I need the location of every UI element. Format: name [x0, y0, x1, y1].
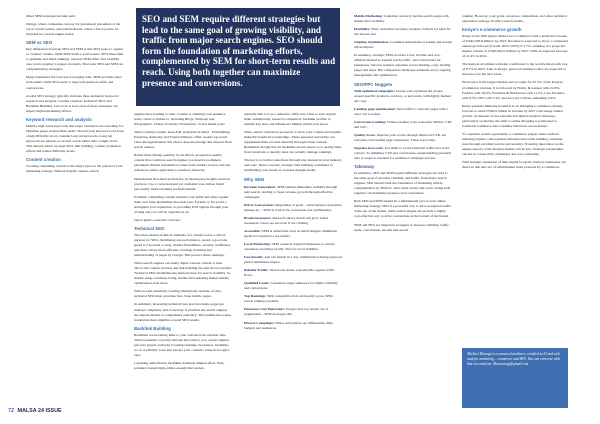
paragraph: Then connect with those prospects to show your content and explain mutually beneficial partnerships. These personal outreaches can supplement links accrued naturally through robust content. Remember though that all backlinks are not equal. Low quality links from irrelevant or sketchy sites can actually damage rankings.	[244, 130, 342, 155]
list-item-term: Reliable Traffic:	[244, 268, 269, 273]
list-item-text: Mixes Ad formats can differentiate daily budgets and audiences.	[244, 320, 334, 330]
paragraph: The key is to build connections through true interest in your industry and topic. Done correctly, strategic link building contributes to establishing your brand as a trusted thought leader.	[244, 158, 342, 173]
paragraph: ranking. However, your goals, resources, competition, and other technical experience strategy all affect search results.	[462, 14, 567, 24]
list-item-text: Improve your scores through improved CTR, Ad relevance and landing page experience. These boost rank.	[354, 132, 447, 142]
paragraph: When search engines can easily digest website content, it then allows the content creation and link building become more powerful. Technical SEO establishes the infrastructure for search visibility. So mobile usage continues rising, mobile-first indexing makes mobile optimisation even more.	[134, 261, 232, 286]
list-item-text: Utilise tracking tools to monitor ROAS, CTR and CPC.	[354, 119, 452, 129]
benefit-list	[354, 14, 452, 50]
column-2	[134, 112, 232, 374]
heading-sem-vs-seo: SEM vs SEO	[26, 40, 53, 46]
list-item-term: Landing page optimisation:	[354, 106, 396, 111]
list-item-text: With competitive bids and quality score, SEM boosts ranking potential.	[244, 294, 333, 304]
list-item	[244, 185, 342, 200]
list-item	[354, 27, 452, 37]
list-item	[354, 133, 452, 143]
page-footer	[8, 408, 62, 414]
list-item	[244, 216, 342, 226]
list-item-text: SEM connects regional businesses to nearby customers searching locally. Vital for local visibility.	[244, 241, 335, 251]
paragraph: A solid SEO strategy typically includes three elements: Keyword research and analysis; Content creation; Technical SEO; and Backlink Building. Let's look at how each of these strategies can impact digital marketing efforts.	[26, 93, 119, 113]
paragraph: With strategic expansion of their digital footprint, Kenyan businesses can thrive in this new era of omnichannel retail powered by e-commerce.	[462, 160, 567, 170]
list-item	[244, 268, 342, 278]
list-item	[244, 307, 342, 317]
list-item-term: Quality Score:	[354, 132, 376, 137]
list-item	[244, 203, 342, 213]
list-item-text: Continual performance tracking and tweaks drives impact.	[354, 40, 452, 50]
list-item-term: Well-optimised campaigns:	[354, 88, 396, 93]
paragraph: Many businesses find success leveraging both. SEM provides short-term results while SEO leads to long-term gains in traffic and conversions.	[26, 75, 123, 90]
list-item-term: Negative keywords:	[354, 145, 384, 150]
paragraph: The Kenyan eCommerce market contributed to the worldwide growth rate of 8.7% in 2023. Like in Kenya, global eCommerce sales are expected to increase over the next years.	[462, 62, 568, 77]
paragraph: Other SEM strategies include paid	[26, 14, 75, 18]
heading-takeaway: Takeaway	[354, 164, 375, 170]
list-item	[244, 321, 342, 331]
list-item-term: Revenue Generation:	[244, 184, 277, 189]
list-item-text: Capitalise on heavy mobile search usage with mobile-first visibility.	[354, 14, 449, 24]
paragraph: Capturing authoritative backlinks demands diligent effort. Pure, polished content high-calibre enough that readers	[134, 360, 225, 370]
list-item-term: Ongoing Optimisation:	[354, 40, 389, 45]
paragraph: When creating content, keep EAT principles in mind – Establishing Expertise, Authority and Trustworthiness. Offer readers top-notch value through material that shows deep knowledge and answers their search queries.	[134, 130, 232, 150]
list-item-text: Search ads ensure reproducible organic traffic flows.	[244, 268, 335, 278]
paragraph: Kenya is the fifth largest market for e-commerce with a predicted revenue of US$2,200.8 million by 2025. Revenue is expected to show a compound annual growth rate (CAGR 2023–2025) of 3.7%, resulting in a projected market volume of US$2,602.6 million by 2027. With an expected increase of 21.4% in 2021.	[462, 34, 568, 59]
author-bio-box: Michael Mwangi is a seasoned marketer, certified in AI and web analytic marketing – commerce and SEO. You can converse with him via email on: Mwmwangi@gmail.com	[462, 348, 568, 408]
issue-label: 24 ISSUE	[37, 408, 62, 414]
paragraph: Polished, compelling content markets your skills and earns organic links over time. Remember that each post, Fortnite or fix you're a strengthen your reputation, so providing EAT signals through your writing and you will be regarded as an	[134, 194, 229, 214]
paragraph: listings, where companies can pay for guaranteed placement at the top of search results, and paid inclusion, where a fee is paid to be included in a search engine index.	[26, 22, 121, 37]
list-item	[354, 14, 452, 24]
column-4	[354, 14, 452, 236]
paragraph: Kenya presents immense potential as an emerging e-commerce market, forecast to reach US$2.9 billion in revenue by 2027 with steady annual growth. As internet access expands and digital adoption increases, particularly on mobile, the shift to online shopping is positioned to transform commerce and consumer behaviour across Kenya.	[462, 103, 564, 128]
paragraph: Backlinks are incoming links to your website from external sites. When reputable, topically relevant sites link to you, search engines perceive greater authority boosting rankings. In essence, backlinks act as credibility votes that elevate your content's value in Google's eyes.	[134, 332, 230, 357]
column-3	[244, 112, 342, 334]
nuggets-list	[354, 89, 452, 162]
list-item-text: Use them to avoid irrelevant traffic that won't convert. To minimise CTR and conversions, understanding precisely who to target is essential for optimised campaign success.	[354, 145, 452, 161]
list-item-text: SEM enables immediate visibility through paid search, leading to faster revenue growth through effective campaigns.	[244, 184, 338, 199]
list-item-text: Fully customise locations, budgets, formats for ideal fit. Set-and-set test.	[354, 27, 451, 37]
paragraph: engines have nothing to rank. Content is anything your audience reads, views or listens to, including Blogs, Webpage text, Infographics, Videos, Podcasts, Newsletters, Social media posts.	[134, 112, 226, 127]
list-item-term: Conversion tracking:	[354, 119, 387, 124]
list-item-term: Flexibility:	[354, 27, 371, 32]
paragraph: Creating compelling content is the major piece in the puzzle of your marketing strategy. Without helpful content, search	[26, 164, 123, 174]
paragraph: Both SEO and SEM should be a fundamental part of your online marketing strategy. SEO is a powerful way to drive evergreen traffic at the top of the funnel, while search engine ads provide a highly cost-effective way to drive conversions at the bottom of the funnel.	[354, 199, 452, 219]
list-item-term: Brand Awareness:	[244, 215, 272, 220]
heading-backlink-building: Backlink Building	[134, 325, 171, 331]
list-item	[354, 89, 452, 104]
list-item-term: Diverse Campaigns:	[244, 320, 275, 325]
paragraph: Electronics is the largest market and accounts for 25.3% of the Kenyan eCommerce revenue. It is followed by Hobby & Leisure with 22.8%, Fashion with 18.4%, Furniture & Homeware with 11.2%, Care Products with 8.3%, DIY with 7.4%, and Grocery with the remaining 6.6%.	[462, 80, 565, 100]
list-item-text: Customers target audiences for higher visibility and conversions.	[244, 281, 338, 291]
paragraph: To capitalise on this opportunity, e-commerce players must confront enduring logistics and payment infrastructure while building consumer trust through excellent service and security. Fostering innovation on the unique aspects of the Kenyan market will be key. Strategic partnerships can aid in connectivity challenges and cost constraints.	[462, 131, 564, 157]
paragraph: Rather than chasing quantity, focus efforts on superior-quality content that convinces search engines you deserve prominent placement. Return information comes from reliable sources and site references where applicable to reinforce authority.	[134, 153, 231, 173]
list-item	[244, 229, 342, 239]
list-item	[354, 120, 452, 130]
list-item-text: Send traffic to relevant pages with a clear call to action.	[354, 106, 448, 116]
list-item	[354, 40, 452, 50]
paragraph: Key differences between SEO and SEM is that SEO looks to organic or "natural" results, while SEM leads to paid results. SEO takes time to optimise and build rankings, whereas SEM offers fast visibility once you're paying to appear in results. That said, SEO and SEM are complementary strategies.	[26, 47, 124, 72]
paragraph: Identify high-value keywords that target customers are searching for. Optimise pages around these terms. Should your keyword word have a high difficulty level, consider long tail keywords. Long tail keywords are phrases or several words rather than a single word. This should reduce on-page SEO, link building, content promotion efforts and reduce difficulty levels.	[26, 123, 124, 153]
list-item	[244, 281, 342, 291]
list-item-text: Create well-organised Ad groups around specific products, services, or keywords, with tightly themed Ad copy.	[354, 88, 452, 103]
list-item	[244, 242, 342, 252]
list-item	[244, 294, 342, 304]
list-item-term: Harnesses User Behaviour:	[244, 307, 286, 312]
list-item-term: Fast Results:	[244, 255, 264, 260]
list-item-term: Drives Conversions:	[244, 202, 275, 207]
page-number: 72	[8, 408, 14, 414]
list-item-text: SEM is achievable even on small budgets. Minimum spend not required to see results.	[244, 228, 337, 238]
heading-why-sem: Why SEM	[244, 176, 265, 182]
paragraph: The often-unseen technical elements of a website serve a critical purpose for SEO. Optimising site performance, speed, a good site speed is 3 seconds or less), mobile-friendliness, security certificates and more allows more efficient crawling, indexing and understanding of pages by Google. This powers better rankings.	[134, 232, 231, 258]
column-1	[26, 14, 124, 177]
list-item-term: Top Rankings:	[244, 294, 267, 299]
heading-seo-ppc-nuggets: SEO/PPC Nuggets	[354, 81, 393, 87]
paragraph: Demonstrate first-hand proficiency by sharing key insights and best practices. Use a conversational yet confident tone. Infuse brand personality while retaining professionalism.	[134, 176, 231, 191]
paragraph: In summary, leveraging technical best practices helps pages get indexed completely and accurately. It provides the search engines the signals needed to comprehend relevancy. This behind-the-scenes foundation then amplifies overall SEO results.	[134, 302, 232, 322]
list-item-text: Regardless of goals – subscriptions, newsletter signups etc – SEM is critical for conversion rate optimisation.	[244, 202, 342, 212]
paragraph: expert guide a searcher can trust.	[134, 217, 181, 222]
magazine-name: MALSA	[17, 408, 37, 414]
heading-keyword-research: Keyword research and analysis	[26, 116, 92, 122]
list-item-text: Research shows search ads grow brand awareness. Users see ads even if not clicking.	[244, 215, 328, 225]
why-sem-list	[244, 185, 342, 331]
list-item-text: Ads can launch in 1 day. Optimisation during approval period maximises impact.	[244, 255, 342, 265]
paragraph: In summary, strategic SEM provides a fast, flexible and cost-efficient method to expand reach, traffic, and conversions for businesses. Success requires expertise across bidding, copy, landing pages and more. But competitive landscape demands savvy ongoing management and optimisation.	[354, 53, 451, 78]
list-item-term: Local Marketing:	[244, 241, 271, 246]
pull-quote: SEO and SEM require different strategies but lead to the same goal of growing visibility, and traffic from major search engines. SEO should form the foundation of marketing efforts, complemented by SEM for short-term results and reach. Using both together can maximize presence and conversions.	[136, 8, 340, 106]
column-5	[462, 14, 568, 173]
heading-kenya-ecommerce: Kenya's e-commerce growth	[462, 27, 522, 33]
paragraph: In summary, SEO and SEM require different strategies but lead to the same goal of growing visibility, and traffic from major search engines. SEO should form the foundation of marketing efforts, complemented by SEM for short-term results and reach. Using both together can maximize presence and conversions.	[354, 171, 451, 196]
list-item-term: Qualified Leads:	[244, 281, 270, 286]
heading-technical-seo: Technical SEO	[134, 225, 165, 231]
heading-content-creation: Content creation	[26, 157, 61, 163]
list-item-text: People click top results out of pragmatism – SEM leverages this.	[244, 307, 329, 317]
list-item	[244, 255, 342, 265]
list-item	[354, 107, 452, 117]
list-item	[354, 146, 452, 161]
paragraph: naturally link to it as a reference. Offer true value to earn organic links. Additionally, research competitors' backlink profiles to identify key sites and influencers linking within your space.	[244, 112, 337, 127]
paragraph: With Google primarily crawling smartphone versions of sites, technical SEO must prioritise fast, clean mobile pages.	[134, 289, 222, 299]
list-item-term: Accessible:	[244, 228, 261, 233]
paragraph: SEM and SEO are important strategies to increase visibility, traffic, leads, conversions, income and search	[354, 222, 450, 232]
list-item-term: Mobile Marketing:	[354, 14, 383, 18]
